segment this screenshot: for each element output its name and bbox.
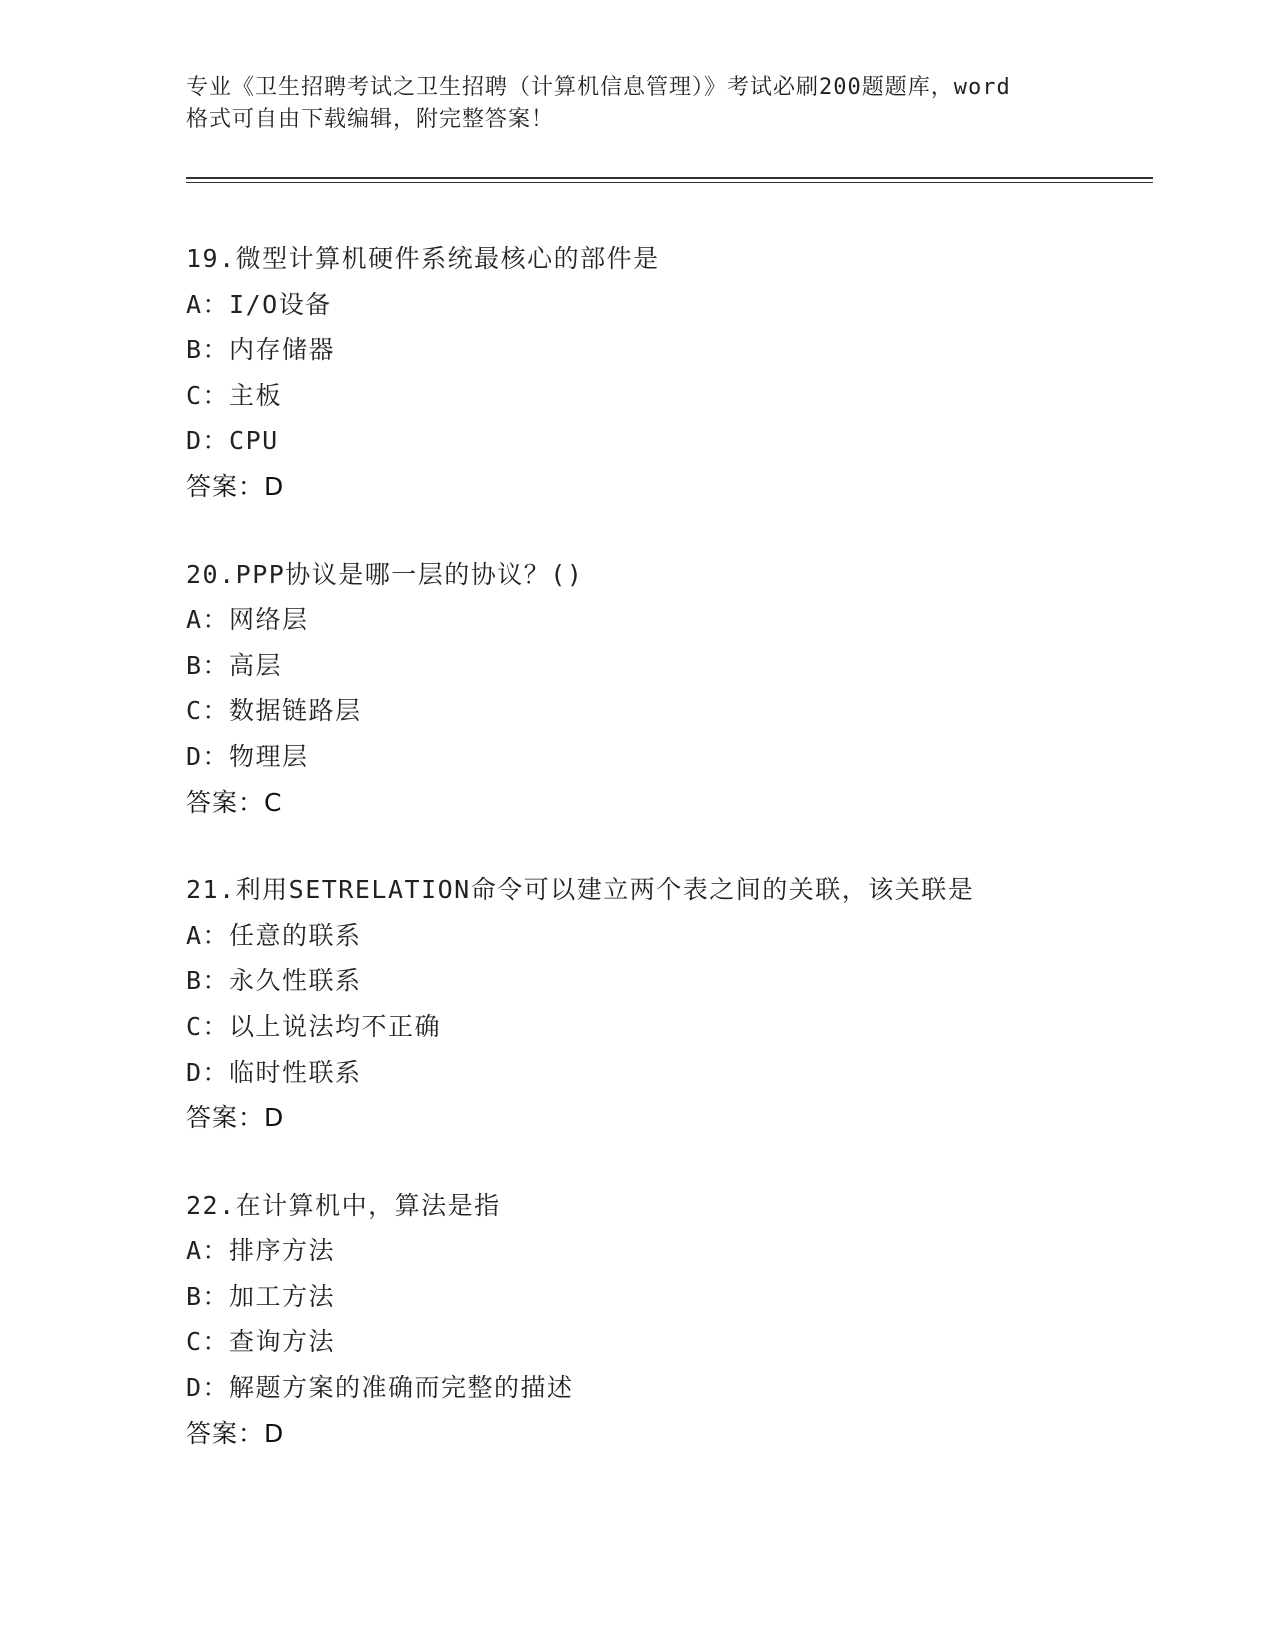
option-d: D：物理层 [186, 741, 309, 771]
question-19 [186, 236, 1146, 510]
question-21 [186, 867, 1146, 1141]
option-d: D：临时性联系 [186, 1057, 362, 1087]
option-b: B：内存储器 [186, 335, 336, 365]
question-list [186, 236, 1146, 1498]
option-b: B：加工方法 [186, 1281, 336, 1311]
option-a: A：网络层 [186, 605, 309, 635]
option-a: A：任意的联系 [186, 920, 362, 950]
option-c: C：查询方法 [186, 1327, 336, 1357]
answer-line: 答案：D [186, 1103, 285, 1133]
option-a: A：I/O设备 [186, 289, 332, 319]
answer-line: 答案：D [186, 471, 285, 501]
question-stem: 21.利用SETRELATION命令可以建立两个表之间的关联，该关联是 [186, 875, 975, 905]
option-c: C：主板 [186, 380, 283, 410]
option-d: D：CPU [186, 426, 279, 456]
question-stem: 19.微型计算机硬件系统最核心的部件是 [186, 244, 660, 273]
option-d: D：解题方案的准确而完整的描述 [186, 1373, 574, 1403]
document-header [186, 72, 1086, 136]
question-stem: 22.在计算机中，算法是指 [186, 1190, 501, 1220]
answer-line: 答案：D [186, 1418, 285, 1448]
header-divider-thick [186, 177, 1153, 179]
option-b: B：永久性联系 [186, 966, 362, 996]
header-divider-thin [186, 182, 1153, 183]
question-22 [186, 1183, 1146, 1457]
question-stem: 20.PPP协议是哪一层的协议？() [186, 559, 584, 589]
header-title-line-1: 专业《卫生招聘考试之卫生招聘（计算机信息管理）》考试必刷200题题库，word [186, 75, 1011, 100]
option-c: C：数据链路层 [186, 696, 362, 726]
option-b: B：高层 [186, 650, 283, 680]
answer-line: 答案：C [186, 787, 283, 817]
question-20 [186, 552, 1146, 826]
option-c: C：以上说法均不正确 [186, 1011, 442, 1041]
option-a: A：排序方法 [186, 1236, 336, 1266]
header-title-line-2: 格式可自由下载编辑，附完整答案！ [186, 107, 555, 132]
